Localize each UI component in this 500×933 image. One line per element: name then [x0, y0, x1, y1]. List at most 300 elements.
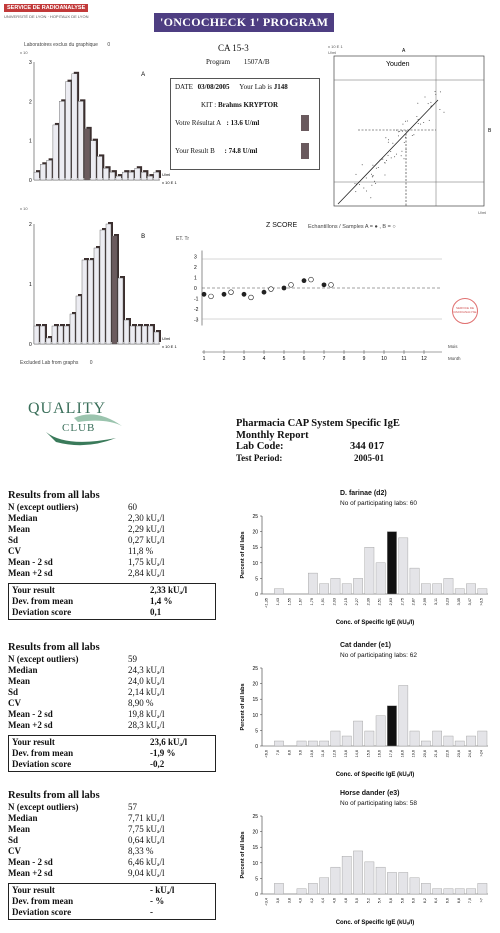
stat-value: 9,04 kUₐ/l	[128, 868, 165, 878]
youden-point	[380, 159, 381, 160]
histogram-bar	[433, 731, 442, 746]
youden-point	[423, 122, 424, 123]
y-tick-label: 0	[255, 744, 258, 750]
youden-point	[396, 154, 397, 155]
x-tick-label: 12	[421, 356, 427, 362]
x-tick-label: 24,6	[468, 750, 473, 758]
stat-row	[8, 535, 228, 546]
y-axis-label: Percent of all labs	[240, 683, 246, 731]
scale-label: x 10 E 1	[162, 344, 177, 349]
lab-logo-text: SERVICE DE RADIOANALYSE	[7, 5, 86, 11]
histogram-bar	[421, 883, 430, 894]
zscore-point-b	[229, 290, 234, 295]
quality-club-logo	[26, 398, 136, 448]
youden-axis-a: A	[402, 48, 406, 54]
youden-point	[440, 91, 441, 92]
x-tick-label: <6,6	[264, 750, 269, 758]
x-tick-label: 1,91	[321, 598, 326, 606]
histogram-bar	[136, 326, 141, 344]
zscore-point-a	[302, 278, 307, 283]
y-tick-label: 10	[252, 560, 258, 567]
x-tick-label: 1,43	[275, 598, 280, 606]
youden-point	[402, 131, 403, 132]
x-tick-label: 11	[401, 356, 407, 362]
x-tick-label: 2,27	[355, 598, 360, 606]
lab-value: J148	[273, 83, 288, 91]
stat-value: 6,46 kUₐ/l	[128, 857, 165, 867]
youden-point	[355, 174, 356, 175]
histogram-bar	[112, 236, 117, 344]
y-tick-label: -2	[194, 307, 199, 313]
youden-title: Youden	[386, 61, 410, 68]
youden-point	[417, 103, 418, 104]
your-result-row	[12, 759, 212, 770]
your-result-box	[8, 583, 216, 620]
histogram-bar	[387, 706, 396, 746]
your-result-box	[8, 883, 216, 920]
youden-point	[428, 103, 429, 104]
your-result-row	[12, 896, 212, 907]
your-result-box	[8, 735, 216, 772]
y-tick-label: 3	[29, 60, 32, 66]
zscore-point-b	[289, 282, 294, 287]
your-result-label: Your result	[12, 585, 55, 595]
x-tick-label: 6,4	[434, 898, 439, 904]
x-tick-label: 22,6	[445, 750, 450, 758]
x-tick-label: 2,03	[332, 598, 337, 606]
histogram-bar	[331, 867, 340, 894]
youden-point	[405, 137, 406, 138]
y-tick-label: 15	[252, 845, 258, 852]
zscore-point-a	[262, 290, 267, 295]
x-tick-label: 2,63	[388, 598, 393, 606]
youden-point	[424, 96, 425, 97]
youden-point	[390, 151, 391, 152]
zscore-point-a	[242, 292, 247, 297]
program-title: 'ONCOCHECK 1' PROGRAM	[154, 13, 334, 32]
histogram-bar	[421, 584, 430, 594]
your-result-label: Deviation score	[12, 907, 72, 917]
stamp-text: SERVICE DE RADIOANALYSE	[453, 306, 477, 314]
youden-point	[372, 176, 373, 177]
unit-label: U/ml	[162, 336, 171, 341]
x-tick-label: 4,6	[332, 898, 337, 904]
youden-point	[405, 121, 406, 122]
result-b-row	[175, 147, 257, 155]
stat-label: Mean	[8, 524, 30, 534]
youden-point	[366, 190, 367, 191]
report-subtitle: Monthly Report	[236, 429, 309, 441]
y-tick-label: 0	[255, 592, 258, 598]
histogram-bar	[46, 338, 51, 344]
histogram-title: Horse dander (e3)	[340, 790, 400, 797]
x-tick-label: 9,6	[298, 750, 303, 756]
histogram-bar	[84, 129, 89, 180]
stat-row	[8, 502, 228, 513]
x-tick-label: 5,2	[366, 898, 371, 904]
x-tick-label: 21,6	[434, 750, 439, 758]
scale-label: x 10 E 1	[162, 180, 177, 185]
x-tick-label: 8	[342, 356, 346, 362]
y-tick-label: 25	[252, 514, 258, 520]
x-tick-label: >7	[479, 898, 484, 903]
stat-row	[8, 709, 228, 720]
x-tick-label: 3,6	[275, 898, 280, 904]
quality-club-bottom: CLUB	[62, 422, 96, 434]
histogram-bar	[88, 260, 93, 344]
x-tick-label: 3,35	[456, 598, 461, 606]
histogram-subtitle: No of participating labs: 62	[340, 652, 417, 659]
histogram-bar	[59, 101, 64, 180]
y-tick-label: 2	[29, 222, 32, 228]
your-result-row	[12, 885, 212, 896]
stat-row	[8, 654, 228, 665]
stat-label: Mean +2 sd	[8, 720, 53, 730]
stat-label: Mean +2 sd	[8, 568, 53, 578]
histogram-bar	[130, 326, 135, 344]
stat-row	[8, 524, 228, 535]
y-scale-label: x 10	[20, 206, 28, 211]
stat-row	[8, 557, 228, 568]
stat-row	[8, 546, 228, 557]
histogram-bar	[320, 584, 329, 594]
x-tick-label: 6,0	[411, 898, 416, 904]
stat-row	[8, 813, 228, 824]
youden-point	[382, 159, 383, 160]
x-tick-label: 2,99	[422, 598, 427, 606]
stat-label: Mean	[8, 676, 30, 686]
your-result-value: 2,33 kUₐ/l	[150, 585, 188, 595]
your-result-row	[12, 607, 212, 618]
y-tick-label: 20	[252, 829, 258, 836]
your-result-label: Your result	[12, 885, 55, 895]
stat-value: 24,0 kUₐ/l	[128, 676, 165, 686]
x-tick-label: 3,11	[434, 598, 439, 606]
your-result-value: 0,1	[150, 607, 162, 617]
histogram-bar	[274, 741, 283, 746]
youden-point	[385, 137, 386, 138]
zscore-ylabel: ET. Tr	[176, 236, 190, 242]
stat-label: CV	[8, 846, 21, 856]
stats-panel-2	[8, 790, 228, 920]
zscore-point-a	[202, 292, 207, 297]
report-title: Pharmacia CAP System Specific IgE	[236, 418, 400, 429]
x-tick-label: 10	[381, 356, 387, 362]
date-label: DATE	[175, 83, 193, 91]
result-a-row	[175, 119, 259, 127]
histogram-bar	[455, 889, 464, 894]
youden-point	[404, 142, 405, 143]
x-tick-label: 1	[202, 356, 206, 362]
histogram-bar	[47, 160, 52, 180]
excluded-bottom-label	[20, 360, 93, 366]
x-tick-label: 18,6	[400, 750, 405, 758]
youden-point	[404, 158, 405, 159]
x-tick-label: 3,8	[287, 898, 292, 904]
histogram-bar	[58, 326, 63, 344]
stat-value: 19,8 kUₐ/l	[128, 709, 165, 719]
y-tick-label: 2	[194, 265, 197, 271]
stat-row	[8, 568, 228, 579]
youden-point	[420, 124, 421, 125]
zscore-title: Z SCORE	[266, 222, 298, 229]
stat-label: N (except outliers)	[8, 654, 79, 664]
youden-point	[394, 156, 395, 157]
histogram-bar	[40, 326, 45, 344]
result-a-marker	[301, 115, 309, 131]
kit-row	[201, 101, 278, 109]
x-tick-label: 2,39	[366, 598, 371, 606]
your-result-label: Deviation score	[12, 607, 72, 617]
result-b-value: : 74.8 U/ml	[224, 147, 258, 155]
histogram-bar	[376, 867, 385, 894]
histogram-bar	[342, 856, 351, 894]
histogram-bar	[466, 889, 475, 894]
histogram-bar	[365, 547, 374, 594]
excluded-bottom-value: 0	[89, 360, 93, 366]
histogram-bar	[466, 584, 475, 594]
histogram-bar	[70, 314, 75, 344]
stat-value: 2,29 kUₐ/l	[128, 524, 165, 534]
histogram-bar	[53, 125, 58, 180]
youden-point	[362, 164, 363, 165]
x-tick-label: 7	[322, 356, 326, 362]
stat-label: N (except outliers)	[8, 802, 79, 812]
zscore-point-b	[269, 287, 274, 292]
x-tick-label: 5,0	[355, 898, 360, 904]
lab-logo	[4, 4, 88, 12]
histogram-bar	[116, 176, 121, 180]
histogram-bar	[72, 74, 77, 180]
igE-histogram-2	[234, 810, 496, 932]
histogram-bar	[308, 741, 317, 746]
x-tick-label: >3,5	[479, 598, 484, 606]
your-result-label: Dev. from mean	[12, 896, 74, 906]
x-tick-label: 9	[362, 356, 366, 362]
date-row	[175, 83, 288, 91]
x-tick-label: 4,2	[309, 898, 314, 904]
stat-label: Mean - 2 sd	[8, 557, 53, 567]
x-tick-label: 2,87	[411, 598, 416, 606]
test-period-label: Test Period:	[236, 452, 283, 463]
stat-row	[8, 698, 228, 709]
youden-point	[370, 197, 371, 198]
youden-point	[356, 184, 357, 185]
your-result-row	[12, 596, 212, 607]
histogram-bar	[141, 172, 146, 180]
histogram-bar	[455, 589, 464, 594]
stat-label: Mean - 2 sd	[8, 857, 53, 867]
histogram-a	[18, 48, 177, 200]
x-tick-label: 4,8	[343, 898, 348, 904]
stat-row	[8, 835, 228, 846]
youden-plot	[318, 40, 496, 220]
youden-point	[430, 102, 431, 103]
youden-point	[402, 124, 403, 125]
youden-point	[401, 151, 402, 152]
your-result-row	[12, 737, 212, 748]
y-tick-label: 0	[194, 286, 197, 292]
histogram-bar	[154, 332, 159, 344]
zscore-point-b	[209, 294, 214, 299]
histogram-bar	[387, 532, 396, 594]
youden-point	[412, 135, 413, 136]
y-tick-label: 15	[252, 545, 258, 552]
x-tick-label: 7,0	[468, 898, 473, 904]
stat-row	[8, 513, 228, 524]
youden-point	[388, 142, 389, 143]
excluded-top-value: 0	[107, 42, 111, 48]
igE-histogram-1	[234, 662, 496, 784]
histogram-bar	[78, 101, 83, 180]
histogram-bar	[97, 156, 102, 180]
x-tick-label: 4	[262, 356, 266, 362]
y-tick-label: 15	[252, 697, 258, 704]
stat-label: Median	[8, 813, 38, 823]
histogram-bar	[376, 716, 385, 746]
stats-heading: Results from all labs	[8, 642, 100, 653]
youden-point	[406, 149, 407, 150]
youden-axis-b: B	[488, 128, 492, 134]
stat-row	[8, 720, 228, 731]
zscore-point-a	[282, 286, 287, 291]
stat-value: 8,90 %	[128, 698, 154, 708]
stat-label: N (except outliers)	[8, 502, 79, 512]
stat-value: 60	[128, 502, 137, 512]
x-tick-label: 1,55	[287, 598, 292, 606]
your-result-value: - %	[150, 896, 165, 906]
histogram-bar	[421, 741, 430, 746]
your-result-row	[12, 748, 212, 759]
histogram-bar	[142, 326, 147, 344]
stat-label: Sd	[8, 687, 19, 697]
histogram-subtitle: No of participating labs: 58	[340, 800, 417, 807]
histogram-bar	[320, 741, 329, 746]
program-value: 1507A/B	[243, 58, 270, 66]
result-b-label: Your Result B	[175, 147, 215, 155]
histogram-bar	[410, 731, 419, 746]
histogram-title: Cat dander (e1)	[340, 642, 391, 649]
lab-code-label: Lab Code:	[236, 441, 284, 452]
youden-point	[418, 123, 419, 124]
stat-value: 11,8 %	[128, 546, 154, 556]
kit-value: Brahms KRYPTOR	[217, 101, 279, 109]
stat-value: 8,33 %	[128, 846, 154, 856]
zscore-legend: Echantillons / Samples A = ● , B = ○	[308, 224, 396, 230]
histogram-bar	[82, 260, 87, 344]
x-axis-label: Conc. of Specific IgE (kUₐ/l)	[335, 620, 415, 626]
y-tick-label: 5	[255, 876, 258, 883]
histogram-bar	[399, 538, 408, 594]
histogram-bar	[147, 176, 152, 180]
x-tick-label: 5	[282, 356, 286, 362]
unit-label: U/ml	[162, 172, 171, 177]
x-tick-label: 23,6	[456, 750, 461, 758]
histogram-bar	[64, 326, 69, 344]
date-value: 03/08/2005	[197, 83, 230, 91]
stat-value: 59	[128, 654, 137, 664]
histogram-bar	[376, 563, 385, 594]
x-tick-label: 6,6	[445, 898, 450, 904]
lab-label: Your Lab is	[239, 83, 273, 91]
youden-point	[435, 91, 436, 92]
youden-x-unit: U/ml	[478, 210, 487, 215]
histogram-bar	[106, 224, 111, 344]
x-tick-label: 4,0	[298, 898, 303, 904]
youden-point	[386, 160, 387, 161]
youden-point	[355, 191, 356, 192]
lab-code-row	[236, 441, 400, 453]
histogram-bar	[308, 883, 317, 894]
x-tick-label: 6,8	[456, 898, 461, 904]
quality-club-top: QUALITY	[28, 400, 107, 417]
kit-label: KIT :	[201, 101, 217, 109]
stat-label: Median	[8, 665, 38, 675]
x-tick-label: 13,6	[343, 750, 348, 758]
lab-logo-subtitle: UNIVERSITÉ DE LYON · HOPITAUX DE LYON	[4, 14, 89, 19]
zscore-chart	[172, 230, 472, 372]
x-tick-label: 20,6	[422, 750, 427, 758]
x-tick-label: 5,4	[377, 898, 382, 904]
y-tick-label: 1	[194, 275, 197, 282]
histogram-bar	[308, 573, 317, 594]
histogram-bar	[466, 736, 475, 746]
x-tick-label: 1,67	[298, 598, 303, 606]
stat-row	[8, 868, 228, 879]
x-tick-label: 2	[222, 356, 226, 362]
x-tick-label: 19,6	[411, 750, 416, 758]
histogram-bar	[478, 731, 487, 746]
stat-row	[8, 802, 228, 813]
youden-point	[371, 174, 372, 175]
y-tick-label: 10	[252, 860, 258, 867]
stat-label: CV	[8, 698, 21, 708]
y-tick-label: 1	[29, 282, 32, 288]
youden-point	[435, 94, 436, 95]
your-result-value: 1,4 %	[150, 596, 173, 606]
stat-label: Sd	[8, 535, 19, 545]
stat-value: 2,84 kUₐ/l	[128, 568, 165, 578]
x-tick-label: 12,6	[332, 750, 337, 758]
histogram-bar	[444, 578, 453, 594]
histogram-bar	[410, 568, 419, 594]
histogram-bar	[76, 296, 81, 344]
histogram-bar	[320, 878, 329, 894]
y-axis-label: Percent of all labs	[240, 531, 246, 579]
histogram-label: A	[141, 72, 146, 78]
histogram-bar	[331, 578, 340, 594]
x-tick-label: 16,6	[377, 750, 382, 758]
stats-heading: Results from all labs	[8, 490, 100, 501]
stat-label: Sd	[8, 835, 19, 845]
y-scale-label: x 10	[20, 50, 28, 55]
histogram-bar	[66, 82, 71, 180]
your-result-row	[12, 585, 212, 596]
histogram-bar	[365, 862, 374, 894]
stat-label: Mean - 2 sd	[8, 709, 53, 719]
youden-point	[359, 184, 360, 185]
youden-point	[366, 177, 367, 178]
youden-point	[431, 106, 432, 107]
your-result-label: Dev. from mean	[12, 748, 74, 758]
stat-value: 28,3 kUₐ/l	[128, 720, 165, 730]
program-row	[206, 58, 270, 66]
stat-label: Mean	[8, 824, 30, 834]
excluded-top-text: Laboratoires exclus du graphique	[24, 42, 98, 48]
x-tick-label: 2,51	[377, 598, 382, 606]
stat-value: 7,75 kUₐ/l	[128, 824, 165, 834]
histogram-bar	[455, 741, 464, 746]
